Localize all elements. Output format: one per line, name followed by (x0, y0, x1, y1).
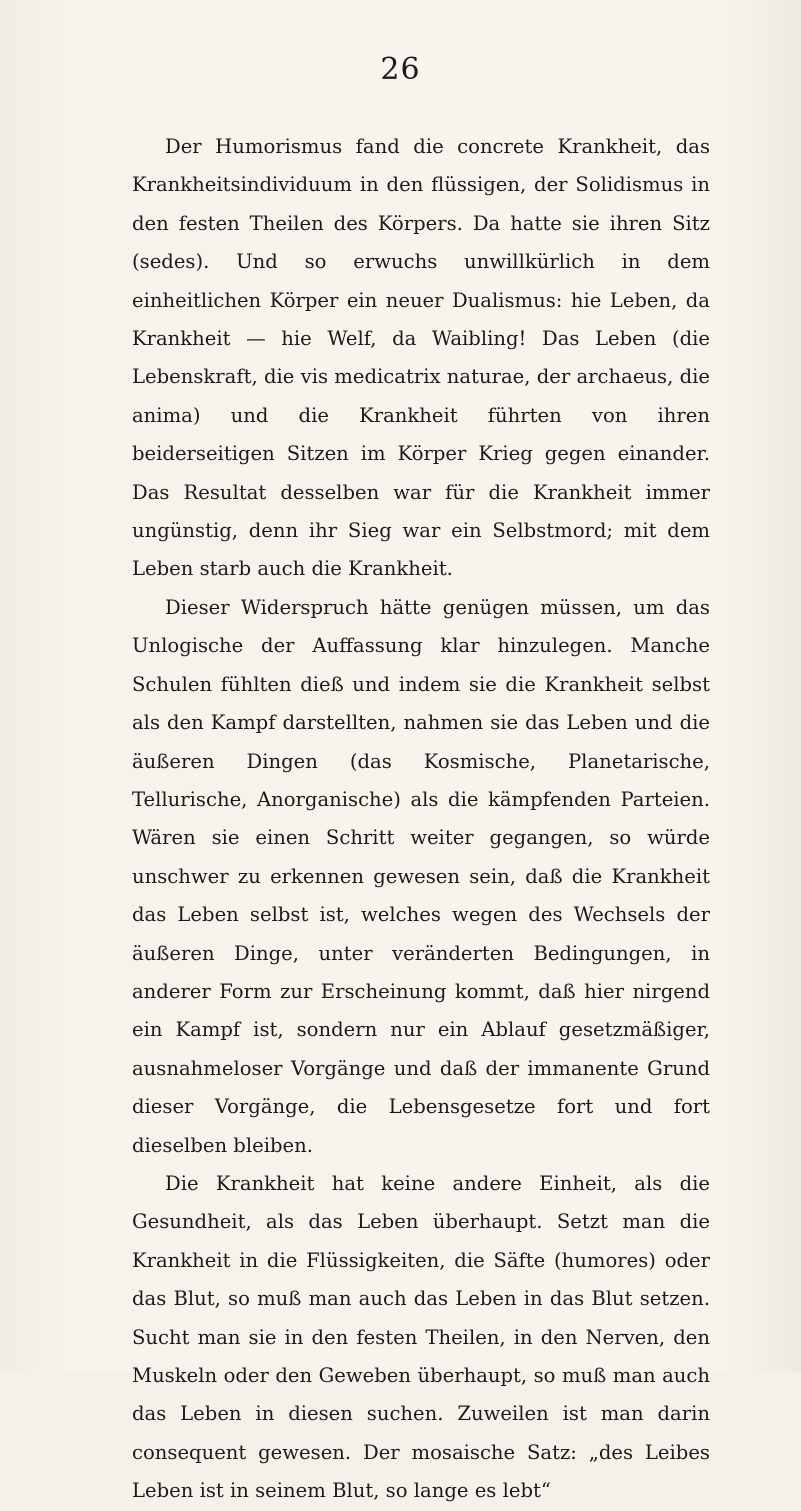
body-text (132, 128, 710, 1511)
paragraph-humorism: Der Humorismus fand die concrete Krankheit, das Krankheitsindividuum in den flüssigen, der Solidismus in den festen Theilen des Körpers. Da hatte sie ihren Sitz (sedes). Und so erwuchs unwillkürlich in dem einheitlichen Körper ein neuer Dualismus: hie Leben, da Krankheit — hie Welf, da Waibling! Das Leben (die Lebenskraft, die vis medicatrix naturae, der archaeus, die anima) und die Krankheit führten von ihren beiderseitigen Sitzen im Körper Krieg gegen einander. Das Resultat desselben war für die Krankheit immer ungünstig, denn ihr Sieg war ein Selbstmord; mit dem Leben starb auch die Krankheit. (132, 135, 710, 581)
paragraph-unity: Die Krankheit hat keine andere Einheit, als die Gesundheit, als das Leben überhaupt. Setzt man die Krankheit in die Flüssigkeiten, die Säfte (humores) oder das Blut, so muß man auch das Leben in das Blut setzen. Sucht man sie in den festen Theilen, in den Nerven, den Muskeln oder den Geweben überhaupt, so muß man auch das Leben in diesen suchen. Zuweilen ist man darin consequent gewesen. Der mosaische Satz: „des Leibes Leben ist in seinem Blut, so lange es lebt“ (132, 1171, 710, 1503)
paragraph-contradiction: Dieser Widerspruch hätte genügen müssen, um das Unlogische der Auffassung klar hinzulegen. Manche Schulen fühlten dieß und indem sie die Krankheit selbst als den Kampf darstellten, nahmen sie das Leben und die äußeren Dingen (das Kosmische, Planetarische, Tellurische, Anorganische) als die kämpfenden Parteien. Wären sie einen Schritt weiter gegangen, so würde unschwer zu erkennen gewesen sein, daß die Krankheit das Leben selbst ist, welches wegen des Wechsels der äußeren Dinge, unter veränderten Bedingungen, in anderer Form zur Erscheinung kommt, daß hier nirgend ein Kampf ist, sondern nur ein Ablauf gesetzmäßiger, ausnahmeloser Vorgänge und daß der immanente Grund dieser Vorgänge, die Lebensgesetze fort und fort dieselben bleiben. (132, 595, 710, 1157)
page-number: 26 (380, 52, 421, 87)
